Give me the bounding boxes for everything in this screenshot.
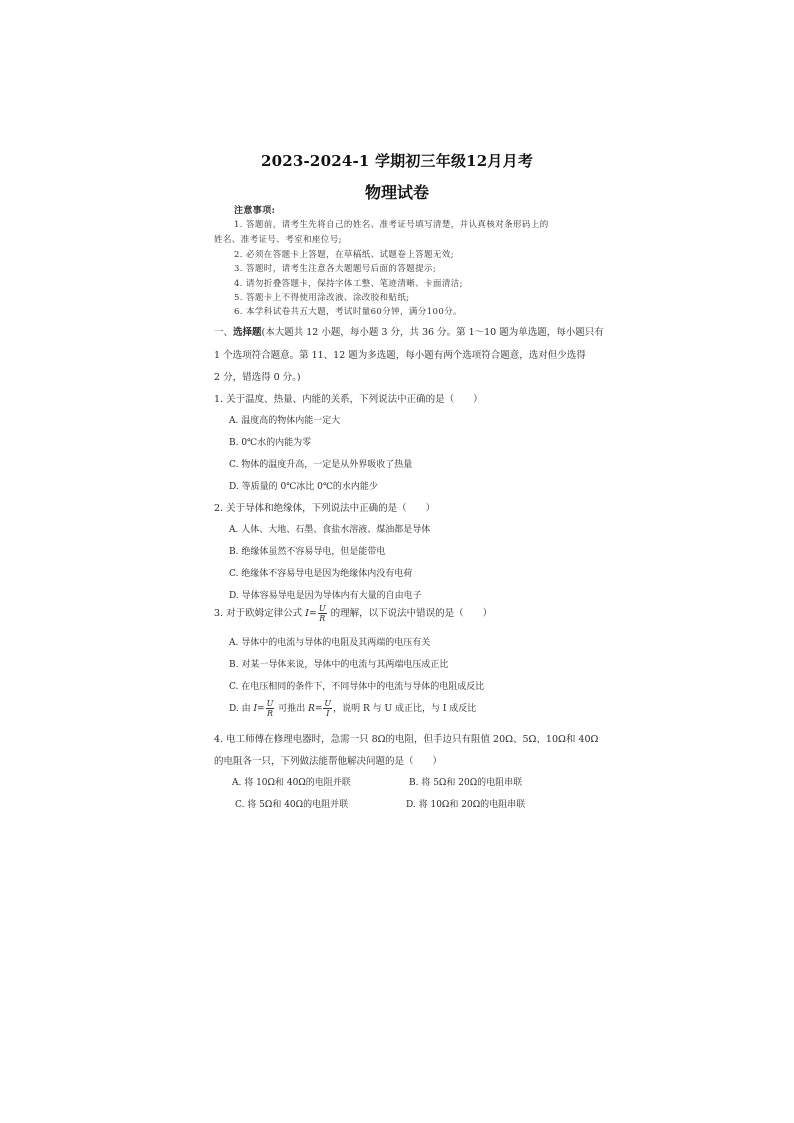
question-3-option-b: B. 对某一导体来说，导体中的电流与其两端电压成正比	[229, 660, 449, 670]
q3-stem-part: 3. 对于欧姆定律公式	[214, 608, 306, 619]
note-item: 4. 请勿折叠答题卡，保持字体工整、笔迹清晰、卡面清洁;	[234, 279, 463, 289]
q3d-part: D. 由	[229, 704, 254, 714]
question-3-option-d	[229, 699, 476, 718]
notes-heading: 注意事项:	[234, 206, 276, 216]
fraction-denominator: I	[326, 709, 330, 718]
question-1-option-d: D. 等质量的 0℃冰比 0℃的水内能少	[229, 482, 378, 492]
question-1-option-a: A. 温度高的物体内能一定大	[229, 416, 341, 426]
fraction-denominator: R	[319, 614, 326, 623]
q3-stem-part: 的理解，以下说法中错误的是（ ）	[327, 608, 493, 619]
ohm-fraction	[318, 604, 327, 623]
q3-symbol-i: I	[305, 608, 309, 619]
q3d-equals: =	[257, 704, 265, 714]
question-2-option-a: A. 人体、大地、石墨、食盐水溶液、煤油都是导体	[229, 525, 431, 535]
section-instructions-line: 1 个选项符合题意。第 11、12 题为多选题，每小题有两个选项符合题意，选对但少选得	[214, 350, 586, 361]
question-4-stem-line1: 4. 电工师傅在修理电器时，急需一只 8Ω的电阻，但手边只有阻值 20Ω、5Ω、10Ω和 40Ω	[214, 734, 599, 745]
question-1-stem: 1. 关于温度、热量、内能的关系，下列说法中正确的是（ ）	[214, 394, 483, 405]
section-prefix: 一、	[214, 327, 234, 338]
note-item: 2. 必须在答题卡上答题，在草稿纸、试题卷上答题无效;	[234, 250, 454, 260]
question-4-option-d: D. 将 10Ω和 20Ω的电阻串联	[406, 800, 526, 810]
fraction-numerator: U	[318, 604, 326, 613]
question-4-option-c: C. 将 5Ω和 40Ω的电阻并联	[235, 800, 349, 810]
q3d-equals: =	[314, 704, 323, 714]
question-2-option-b: B. 绝缘体虽然不容易导电，但是能带电	[229, 547, 386, 557]
fraction-numerator: U	[324, 699, 332, 708]
question-3-option-c: C. 在电压相同的条件下，不同导体中的电流与导体的电阻成反比	[229, 682, 485, 692]
note-item: 6. 本学科试卷共五大题，考试时量60分钟，满分100分。	[234, 307, 462, 317]
note-item: 5. 答题卡上不得使用涂改液、涂改胶和贴纸;	[234, 293, 410, 303]
q3d-symbol-r: R	[308, 704, 315, 714]
question-3-stem	[214, 604, 492, 623]
fraction-u-over-i	[323, 699, 332, 718]
fraction-numerator: U	[266, 699, 274, 708]
exam-title: 2023-2024-1 学期初三年级12月月考	[260, 152, 534, 170]
q3d-part: ，说明 R 与 U 成正比，与 I 成反比	[333, 704, 477, 714]
section-text: (本大题共 12 小题，每小题 3 分，共 36 分。第 1～10 题为单选题，每小题只有	[261, 327, 604, 338]
question-3-option-a: A. 导体中的电流与导体的电阻及其两端的电压有关	[229, 638, 431, 648]
q3d-part: 可推出	[275, 704, 309, 714]
question-2-stem: 2. 关于导体和绝缘体，下列说法中正确的是（ ）	[214, 503, 436, 514]
note-item: 1. 答题前，请考生先将自己的姓名、准考证号填写清楚，并认真核对条形码上的	[234, 220, 549, 230]
note-item: 3. 答题时，请考生注意各大题题号后面的答题提示;	[234, 264, 437, 274]
q3d-symbol-i: I	[253, 704, 258, 714]
section-instructions-line	[214, 324, 604, 338]
fraction-denominator: R	[266, 709, 273, 718]
question-1-option-b: B. 0℃水的内能为零	[229, 438, 312, 448]
question-2-option-d: D. 导体容易导电是因为导体内有大量的自由电子	[229, 591, 422, 601]
question-4-option-a: A. 将 10Ω和 40Ω的电阻并联	[232, 778, 351, 788]
q3-equals: =	[308, 608, 317, 619]
question-2-option-c: C. 绝缘体不容易导电是因为绝缘体内没有电荷	[229, 569, 413, 579]
question-1-option-c: C. 物体的温度升高，一定是从外界吸收了热量	[229, 460, 413, 470]
section-instructions-line: 2 分，错选得 0 分。)	[214, 372, 301, 383]
question-4-stem-line2: 的电阻各一只，下列做法能帮他解决问题的是（ ）	[214, 756, 443, 767]
section-name: 选择题	[233, 327, 262, 338]
exam-subtitle: 物理试卷	[364, 183, 429, 202]
note-item: 姓名、准考证号、考室和座位号;	[214, 235, 342, 245]
fraction-u-over-r	[266, 699, 275, 718]
question-4-option-b: B. 将 5Ω和 20Ω的电阻串联	[409, 778, 523, 788]
